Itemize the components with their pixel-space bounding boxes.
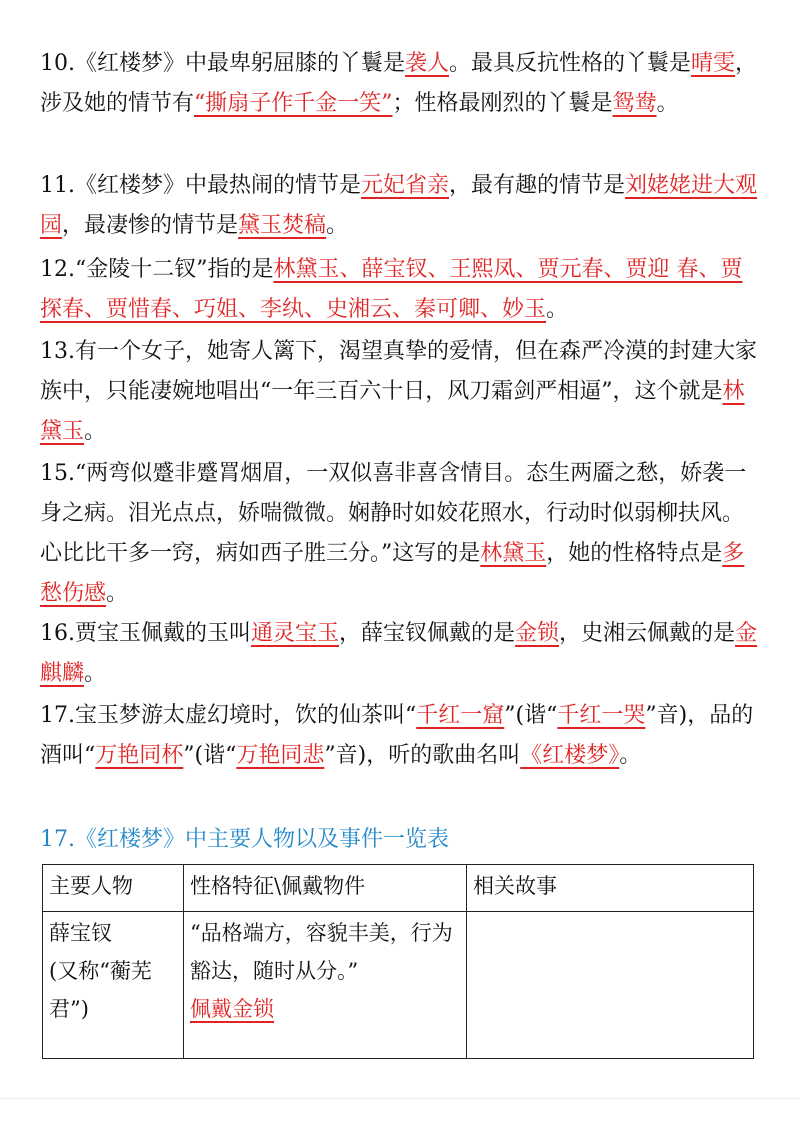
question-15 — [40, 454, 762, 614]
trait-description: “品格端方，容貌丰美，行为豁达，随时从分。” — [190, 921, 453, 983]
question-13-text-1: 13.有一个女子，她寄人篱下，渴望真挚的爱情，但在森严冷漠的封建大家族中，只能凄婉地唱出“一年三百六十日，风刀霜剑严相逼”，这个就是 — [40, 339, 757, 404]
question-10-text-2: 。最具反抗性格的丫鬟是 — [449, 51, 692, 76]
question-12-text-2: 。 — [546, 297, 569, 322]
table-cell-character — [43, 912, 184, 1059]
question-12-answer-1: 林黛玉、薛宝钗、王熙凤、贾元春、贾迎 春、贾探春、贾惜春、巧姐、李纨、史湘云、秦可卿、妙玉 — [40, 257, 743, 322]
question-17-answer-3: 万艳同杯 — [95, 743, 184, 768]
question-10-text-5: 。 — [656, 91, 679, 116]
question-16-text-2: ，薛宝钗佩戴的是 — [339, 621, 516, 646]
table-cell-traits — [184, 912, 467, 1059]
question-10-answer-4: 鸳鸯 — [612, 91, 657, 116]
question-13 — [40, 332, 762, 452]
question-10-text-4: ；性格最刚烈的丫鬟是 — [392, 91, 613, 116]
question-11-text-1: 11.《红楼梦》中最热闹的情节是 — [40, 173, 361, 198]
character-name: 薛宝钗 — [49, 921, 112, 945]
question-17-text-6: 。 — [619, 743, 642, 768]
question-17-text-4: ”(谐“ — [183, 743, 237, 768]
question-17-answer-1: 千红一窟 — [416, 703, 505, 728]
question-11-answer-2: 刘姥姥进大观园 — [40, 173, 758, 238]
question-10-answer-2: 晴雯 — [691, 51, 736, 76]
question-15-text-1: 15.“两弯似蹙非蹙罥烟眉，一双似喜非喜含情目。态生两靥之愁，娇袭一身之病。泪光点点，娇喘微微。娴静时如姣花照水，行动时似弱柳扶风。心比比干多一窍，病如西子胜三分。”这写的是 — [40, 461, 747, 566]
table-header-traits: 性格特征\佩戴物件 — [184, 865, 467, 912]
question-17-answer-4: 万艳同悲 — [236, 743, 325, 768]
character-alias: (又称“蘅芜君”) — [49, 959, 152, 1021]
question-17-text-5: ”音)，听的歌曲名叫 — [324, 743, 521, 768]
character-table — [42, 864, 754, 1059]
question-17-answer-5: 《红楼梦》 — [520, 743, 620, 768]
table-header-character: 主要人物 — [43, 865, 184, 912]
question-15-text-2: ，她的性格特点是 — [546, 541, 723, 566]
question-17-answer-2: 千红一哭 — [557, 703, 646, 728]
question-16-text-4: 。 — [84, 661, 107, 686]
question-16-text-1: 16.贾宝玉佩戴的玉叫 — [40, 621, 251, 646]
question-11-text-2: ，最有趣的情节是 — [449, 173, 626, 198]
page-bottom-divider — [0, 1098, 800, 1099]
question-10 — [40, 44, 762, 124]
question-16-answer-3: 金麒麟 — [40, 621, 758, 686]
question-10-answer-1: 袭人 — [405, 51, 450, 76]
question-13-answer-1: 林黛玉 — [40, 379, 745, 444]
question-11 — [40, 166, 762, 246]
question-13-text-2: 。 — [84, 419, 107, 444]
question-12-text-1: 12.“金陵十二钗”指的是 — [40, 257, 274, 282]
question-15-answer-1: 林黛玉 — [480, 541, 547, 566]
question-17-text-3: ”音)，品的酒叫“ — [40, 703, 754, 768]
question-17-text-1: 17.宝玉梦游太虚幻境时，饮的仙茶叫“ — [40, 703, 417, 728]
table-cell-story — [467, 912, 754, 1059]
question-17 — [40, 696, 762, 776]
question-11-answer-1: 元妃省亲 — [361, 173, 450, 198]
question-10-answer-3: “撕扇子作千金一笑” — [194, 91, 393, 116]
question-11-text-3: ，最凄惨的情节是 — [62, 213, 239, 238]
question-10-text-3: ，涉及她的情节有 — [40, 51, 758, 116]
table-row — [43, 912, 754, 1059]
question-11-text-4: 。 — [326, 213, 349, 238]
question-15-text-3: 。 — [106, 581, 129, 606]
question-15-answer-2: 多愁伤感 — [40, 541, 745, 606]
question-16-answer-1: 通灵宝玉 — [251, 621, 340, 646]
trait-answer: 佩戴金锁 — [190, 997, 274, 1021]
question-16-text-3: ，史湘云佩戴的是 — [559, 621, 736, 646]
question-16 — [40, 614, 762, 694]
table-header-row — [43, 865, 754, 912]
question-12 — [40, 250, 762, 330]
question-17-text-2: ”(谐“ — [504, 703, 558, 728]
section-title: 17.《红楼梦》中主要人物以及事件一览表 — [40, 827, 449, 852]
question-16-answer-2: 金锁 — [515, 621, 560, 646]
question-11-answer-3: 黛玉焚稿 — [238, 213, 327, 238]
question-10-text-1: 10.《红楼梦》中最卑躬屈膝的丫鬟是 — [40, 51, 405, 76]
table-header-story: 相关故事 — [467, 865, 754, 912]
